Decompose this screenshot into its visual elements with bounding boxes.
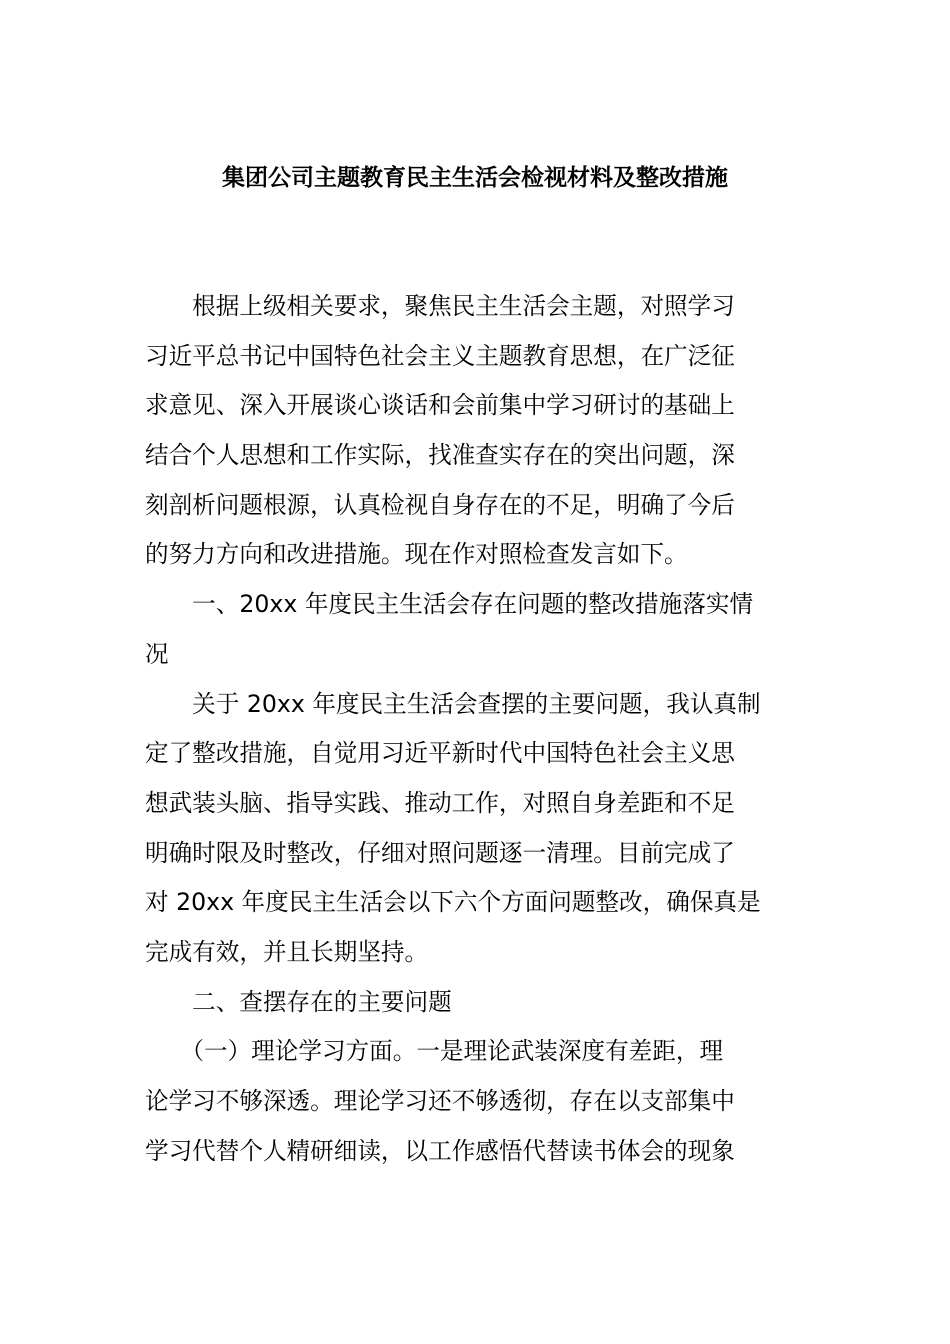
text-line: 况 (145, 639, 169, 668)
text-line: 求意见、深入开展谈心谈话和会前集中学习研讨的基础上 (145, 391, 735, 420)
section-heading-1 (145, 580, 809, 679)
text-line: 定了整改措施，自觉用习近平新时代中国特色社会主义思 (145, 739, 735, 768)
text-line: 完成有效，并且长期坚持。 (145, 937, 429, 966)
paragraph-theory-study (145, 1027, 809, 1176)
text-line: 论学习不够深透。理论学习还不够透彻，存在以支部集中 (145, 1087, 735, 1115)
text-line: 学习代替个人精研细读，以工作感悟代替读书体会的现象 (145, 1136, 735, 1165)
document-title: 集团公司主题教育民主生活会检视材料及整改措施 (222, 165, 728, 191)
text-line: （一）理论学习方面。一是理论武装深度有差距，理 (145, 1037, 724, 1066)
text-line: 明确时限及时整改，仔细对照问题逐一清理。目前完成了 (145, 838, 735, 867)
text-line: 一、20xx 年度民主生活会存在问题的整改措施落实情 (145, 590, 754, 619)
paragraph-intro (145, 282, 809, 580)
text-line: 刻剖析问题根源，认真检视自身存在的不足，明确了今后 (145, 490, 735, 519)
text-line: 二、查摆存在的主要问题 (145, 987, 452, 1016)
text-line: 习近平总书记中国特色社会主义主题教育思想，在广泛征 (145, 341, 735, 370)
text-line: 关于 20xx 年度民主生活会查摆的主要问题，我认真制 (145, 689, 761, 718)
text-line: 想武装头脑、指导实践、推动工作，对照自身差距和不足 (145, 788, 735, 817)
text-line: 对 20xx 年度民主生活会以下六个方面问题整改，确保真是 (145, 888, 761, 917)
paragraph-rectification (145, 680, 809, 978)
text-line: 结合个人思想和工作实际，找准查实存在的突出问题，深 (145, 441, 735, 470)
section-heading-2 (145, 978, 809, 1028)
text-line: 的努力方向和改进措施。现在作对照检查发言如下。 (145, 540, 688, 569)
text-line: 根据上级相关要求，聚焦民主生活会主题，对照学习 (145, 292, 735, 320)
document-body (145, 282, 809, 1176)
